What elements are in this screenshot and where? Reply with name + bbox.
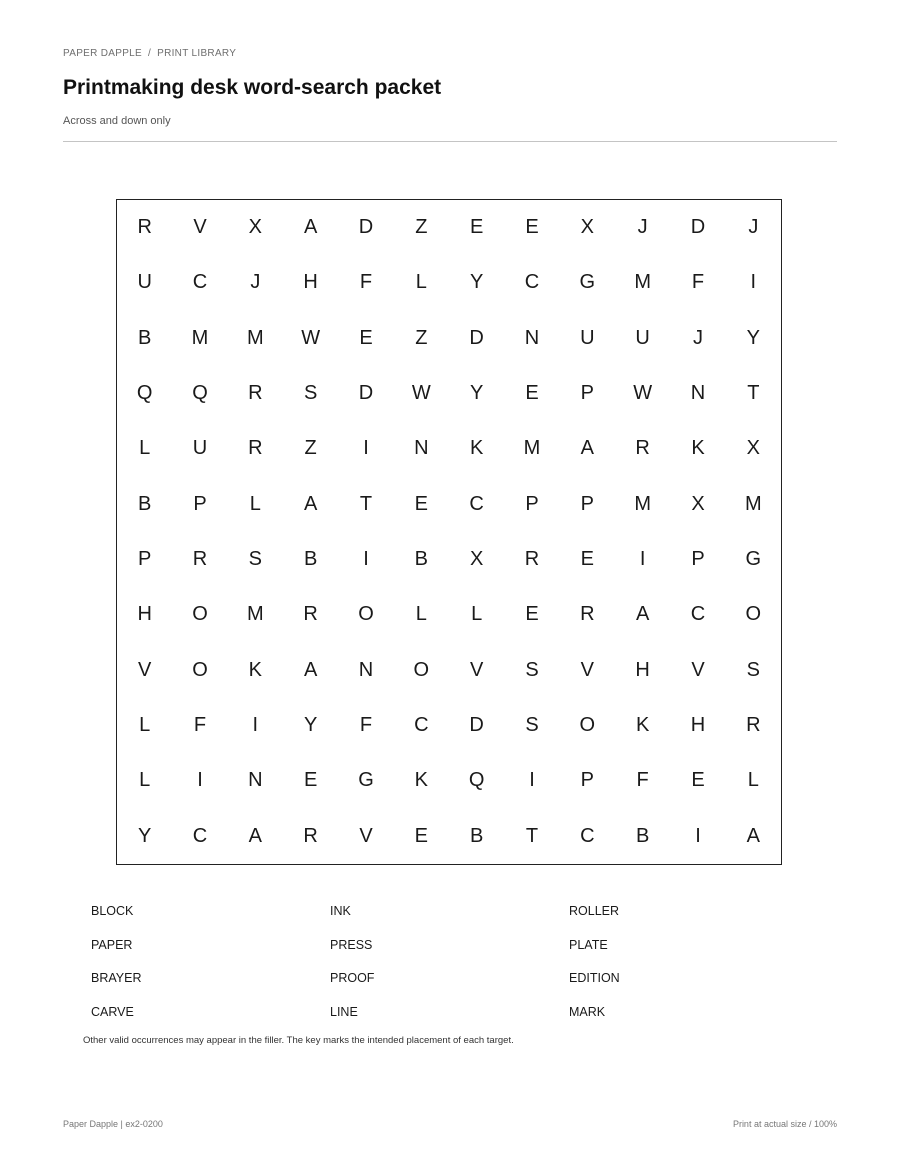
- word-list: [91, 904, 811, 1038]
- grid-cell: Z: [415, 326, 428, 349]
- grid-cell: K: [691, 437, 705, 460]
- breadcrumb-item-brand: PAPER DAPPLE: [63, 48, 143, 59]
- grid-cell: C: [580, 824, 595, 847]
- grid-cell: S: [525, 658, 539, 681]
- grid-cell: B: [137, 492, 152, 515]
- grid-cell: A: [248, 824, 262, 847]
- word-list-item: BRAYER: [91, 971, 142, 985]
- grid-cell: P: [580, 382, 594, 405]
- grid-cell: L: [415, 603, 427, 626]
- grid-cell: E: [414, 824, 428, 847]
- grid-cell: T: [747, 382, 760, 405]
- grid-cell: C: [192, 824, 208, 847]
- grid-cell: A: [303, 216, 318, 239]
- grid-cell: F: [691, 271, 705, 294]
- footer-print-hint: Print at actual size / 100%: [732, 1119, 837, 1129]
- breadcrumb-item-library: PRINT LIBRARY: [157, 48, 237, 59]
- grid-cell: F: [193, 714, 207, 737]
- grid-cell: I: [750, 271, 757, 294]
- grid-cell: E: [414, 492, 428, 515]
- grid-cell: A: [580, 437, 594, 460]
- grid-cell: Y: [746, 326, 760, 349]
- grid-cell: Z: [415, 216, 428, 239]
- word-list-item: PROOF: [330, 971, 375, 985]
- grid-cell: P: [580, 769, 594, 792]
- grid-cell: Q: [468, 769, 485, 792]
- grid-cell: M: [246, 326, 264, 349]
- grid-cell: L: [415, 271, 427, 294]
- grid-cell: O: [745, 603, 762, 626]
- word-search-grid: [116, 199, 782, 865]
- grid-cell: O: [192, 658, 208, 681]
- grid-cell: B: [303, 548, 318, 571]
- grid-cell: F: [359, 271, 373, 294]
- grid-cell: R: [248, 437, 263, 460]
- word-list-item: ROLLER: [569, 904, 620, 918]
- grid-cell: K: [414, 769, 428, 792]
- grid-cell: G: [358, 769, 374, 792]
- grid-cell: Q: [136, 382, 153, 405]
- grid-cell: A: [746, 824, 760, 847]
- grid-cell: P: [691, 548, 705, 571]
- grid-cell: Y: [469, 271, 484, 294]
- grid-cell: V: [691, 658, 705, 681]
- grid-cell: T: [359, 492, 373, 515]
- grid-cell: E: [303, 769, 318, 792]
- grid-cell: I: [639, 548, 646, 571]
- grid-cell: U: [635, 326, 650, 349]
- grid-cell: R: [248, 382, 263, 405]
- placement-note: Other valid occurrences may appear in the filler. The key marks the intended placement of each target.: [83, 1035, 514, 1046]
- grid-cell: M: [523, 437, 541, 460]
- grid-cell: E: [580, 548, 594, 571]
- grid-cell: W: [411, 382, 431, 405]
- grid-cell: O: [413, 658, 430, 681]
- word-list-item: EDITION: [569, 971, 620, 985]
- grid-cell: I: [695, 824, 701, 847]
- grid-cell: O: [579, 714, 596, 737]
- grid-cell: M: [191, 326, 209, 349]
- header-divider: [63, 141, 837, 142]
- grid-cell: J: [748, 216, 759, 239]
- grid-cell: P: [137, 548, 152, 571]
- grid-cell: A: [303, 658, 318, 681]
- grid-cell: U: [192, 437, 208, 460]
- grid-cell: V: [580, 658, 594, 681]
- grid-cell: M: [634, 271, 651, 294]
- grid-cell: E: [469, 216, 484, 239]
- grid-cell: B: [137, 326, 152, 349]
- grid-cell: C: [192, 271, 208, 294]
- grid-cell: U: [137, 271, 152, 294]
- grid-cell: G: [745, 548, 762, 571]
- grid-cell: I: [363, 437, 369, 460]
- grid-cell: R: [524, 548, 540, 571]
- word-list-item: MARK: [569, 1004, 606, 1019]
- grid-cell: D: [358, 382, 374, 405]
- grid-cell: F: [359, 714, 373, 737]
- grid-cell: B: [635, 824, 650, 847]
- grid-cell: K: [248, 658, 262, 681]
- grid-cell: P: [193, 492, 207, 515]
- grid-cell: H: [137, 603, 152, 626]
- grid-cell: E: [525, 216, 539, 239]
- grid-cell: I: [529, 769, 535, 792]
- grid-cell: Z: [304, 437, 317, 460]
- breadcrumb: [63, 48, 236, 59]
- word-list-item: INK: [330, 904, 351, 918]
- grid-cell: W: [633, 382, 653, 405]
- grid-cell: V: [137, 658, 152, 681]
- grid-cell: B: [414, 548, 428, 571]
- grid-cell: L: [471, 603, 483, 626]
- grid-cell: R: [635, 437, 650, 460]
- grid-cell: U: [580, 326, 595, 349]
- grid-cell: D: [469, 714, 484, 737]
- grid-cell: E: [525, 382, 539, 405]
- grid-cell: L: [139, 437, 151, 460]
- grid-cell: R: [746, 714, 761, 737]
- word-list-item: LINE: [330, 1004, 358, 1019]
- grid-cell: S: [746, 658, 760, 681]
- grid-cell: X: [691, 492, 705, 515]
- grid-cell: E: [359, 326, 373, 349]
- grid-cell: M: [246, 603, 264, 626]
- grid-cell: X: [580, 216, 594, 239]
- grid-cell: H: [635, 658, 650, 681]
- grid-cell: B: [469, 824, 484, 847]
- grid-cell: V: [359, 824, 373, 847]
- grid-cell: R: [192, 548, 208, 571]
- grid-cell: N: [358, 658, 374, 681]
- grid-cell: X: [469, 548, 484, 571]
- grid-cell: E: [691, 769, 705, 792]
- grid-cell: V: [469, 658, 484, 681]
- grid-cell: W: [301, 326, 321, 349]
- grid-cell: S: [525, 714, 539, 737]
- word-list-item: PRESS: [330, 937, 373, 952]
- page-subtitle: Across and down only: [63, 115, 171, 127]
- breadcrumb-separator: /: [148, 48, 152, 59]
- grid-cell: N: [414, 437, 429, 460]
- grid-cell: I: [197, 769, 203, 792]
- grid-cell: M: [634, 492, 651, 515]
- grid-cell: F: [636, 769, 649, 792]
- footer-id: Paper Dapple | ex2-0200: [63, 1119, 163, 1129]
- grid-cell: O: [358, 603, 374, 626]
- grid-cell: X: [248, 216, 262, 239]
- word-list-item: PAPER: [91, 937, 133, 952]
- grid-cell: R: [303, 824, 318, 847]
- grid-cell: C: [524, 271, 540, 294]
- word-list-item: BLOCK: [91, 904, 134, 918]
- grid-cell: C: [690, 603, 706, 626]
- grid-cell: X: [746, 437, 760, 460]
- grid-cell: I: [252, 714, 259, 737]
- grid-cell: D: [358, 216, 374, 239]
- grid-cell: J: [250, 271, 261, 294]
- grid-cell: N: [690, 382, 706, 405]
- grid-cell: Y: [303, 714, 318, 737]
- grid-cell: D: [690, 216, 706, 239]
- grid-cell: J: [637, 216, 648, 239]
- grid-cell: R: [580, 603, 595, 626]
- grid-cell: S: [248, 548, 262, 571]
- grid-cell: A: [303, 492, 318, 515]
- grid-cell: A: [635, 603, 650, 626]
- page-title: Printmaking desk word-search packet: [63, 76, 442, 99]
- grid-cell: J: [692, 326, 703, 349]
- grid-cell: R: [303, 603, 318, 626]
- grid-cell: Q: [192, 382, 208, 405]
- grid-cell: L: [139, 769, 151, 792]
- grid-cell: C: [469, 492, 484, 515]
- grid-cell: R: [137, 216, 152, 239]
- word-list-item: CARVE: [91, 1004, 134, 1019]
- grid-cell: Y: [137, 824, 152, 847]
- grid-cell: S: [303, 382, 318, 405]
- grid-cell: G: [579, 271, 596, 294]
- grid-cell: O: [192, 603, 208, 626]
- grid-cell: C: [414, 714, 429, 737]
- grid-cell: K: [469, 437, 484, 460]
- grid-cell: P: [580, 492, 594, 515]
- grid-cell: N: [524, 326, 540, 349]
- grid-cell: M: [744, 492, 762, 515]
- word-list-item: PLATE: [569, 937, 608, 952]
- grid-cell: H: [303, 271, 318, 294]
- grid-cell: E: [525, 603, 539, 626]
- grid-cell: L: [747, 769, 759, 792]
- grid-cell: V: [193, 216, 207, 239]
- grid-cell: T: [525, 824, 539, 847]
- grid-cell: D: [469, 326, 484, 349]
- grid-cell: H: [690, 714, 706, 737]
- grid-cell: K: [635, 714, 650, 737]
- grid-cell: I: [363, 548, 369, 571]
- grid-cell: L: [139, 714, 151, 737]
- grid-cell: Y: [469, 382, 484, 405]
- grid-cell: N: [248, 769, 263, 792]
- grid-cell: L: [249, 492, 261, 515]
- grid-cell: P: [525, 492, 539, 515]
